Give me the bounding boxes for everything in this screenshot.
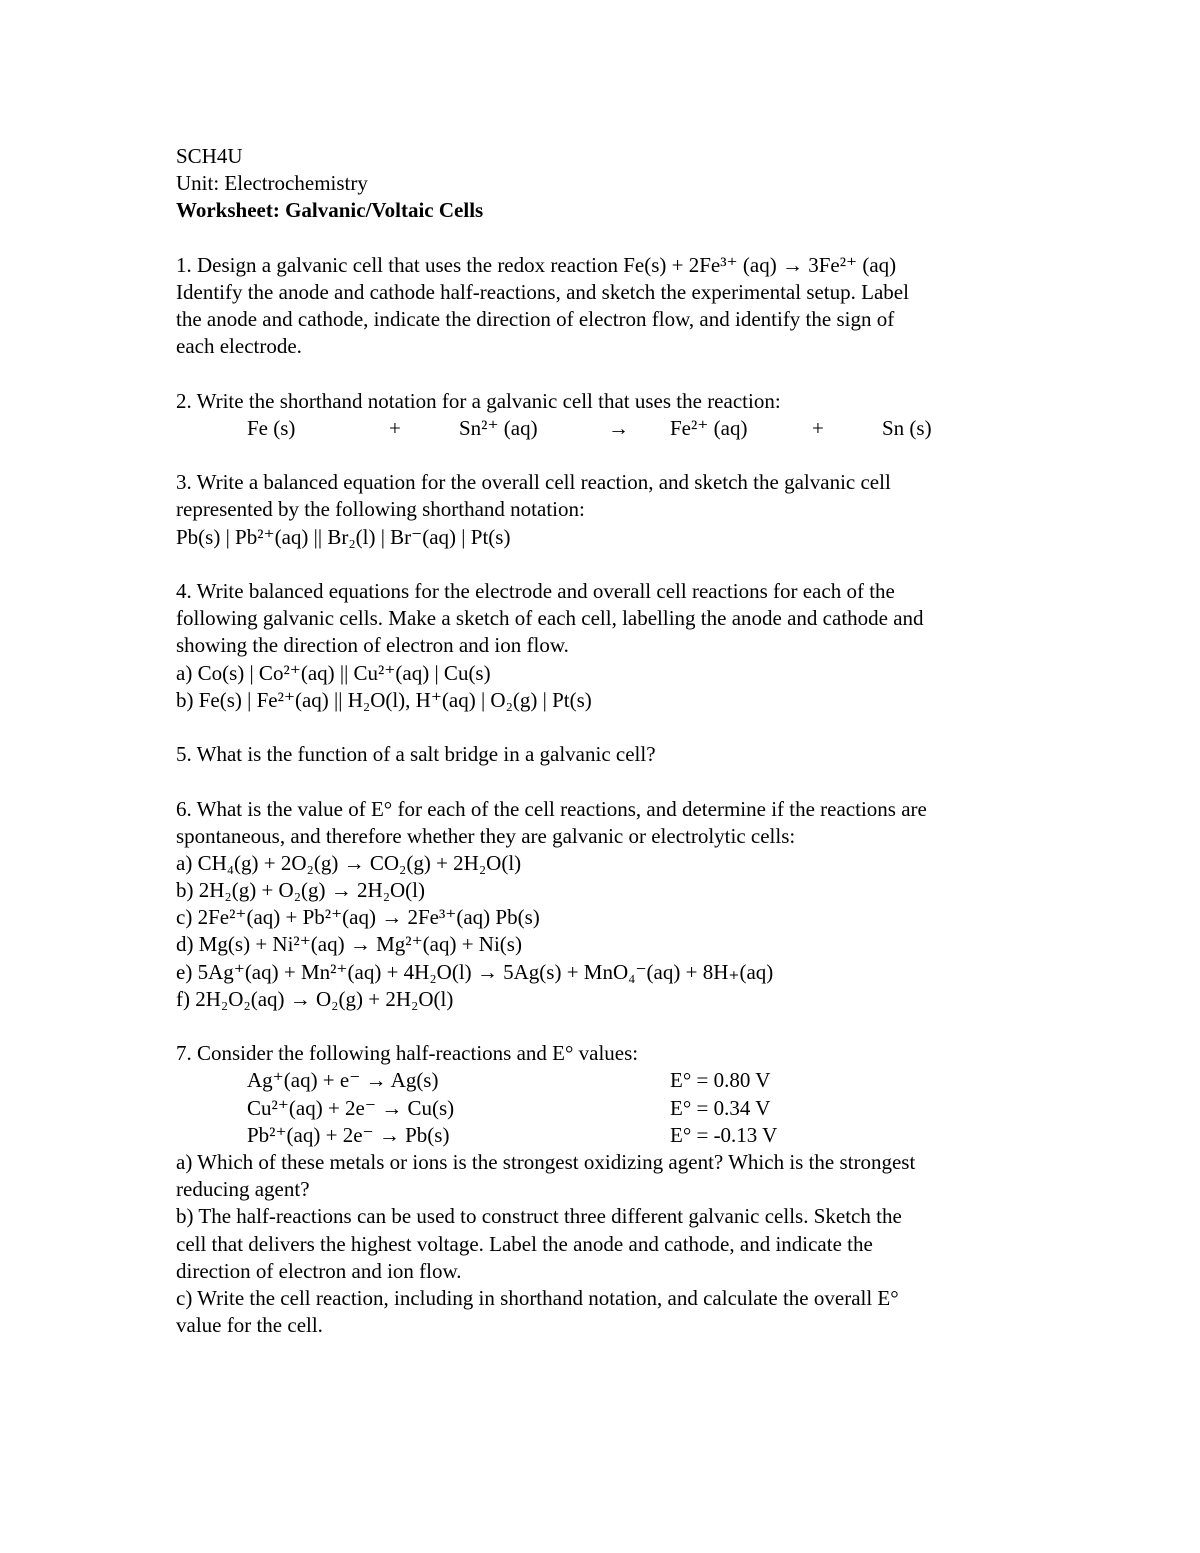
q2-eq-term: Fe (s) [247,415,296,440]
q5-line-1: 5. What is the function of a salt bridge in a galvanic cell? [176,742,656,767]
course-code: SCH4U [176,144,243,168]
q2-eq-term: Fe²⁺ (aq) [670,415,748,440]
q4-line-1: 4. Write balanced equations for the electrode and overall cell reactions for each of the [176,579,895,603]
q2-eq-term: Sn²⁺ (aq) [459,415,538,440]
q2-eq-term: + [812,415,824,440]
worksheet-page [176,143,1056,1339]
q4-part-a: a) Co(s) | Co²⁺(aq) || Cu²⁺(aq) | Cu(s) [176,660,491,685]
q1-line-1: 1. Design a galvanic cell that uses the redox reaction Fe(s) + 2Fe³⁺ (aq) → 3Fe²⁺ (aq) [176,252,897,277]
unit-title: Unit: Electrochemistry [176,171,368,196]
q6-part-a: a) CH₄(g) + 2O₂(g) → CO₂(g) + 2H₂O(l) [176,850,522,875]
q3-line-3: Pb(s) | Pb²⁺(aq) || Br₂(l) | Br⁻(aq) | Pt(s) [176,524,511,549]
q7-part-a-line-2: reducing agent? [176,1177,310,1202]
q1-line-4: each electrode. [176,334,302,359]
worksheet-title: Worksheet: Galvanic/Voltaic Cells [176,198,484,223]
q7-part-b-line-2: cell that delivers the highest voltage. Label the anode and cathode, and indicate the [176,1231,873,1256]
q7-half-reaction [176,1067,1056,1094]
half-reaction-potential: E° = 0.34 V [670,1095,771,1120]
q7-part-a-line-1: a) Which of these metals or ions is the strongest oxidizing agent? Which is the strongest [176,1149,916,1174]
q3-line-1: 3. Write a balanced equation for the overall cell reaction, and sketch the galvanic cell [176,470,891,495]
q7-part-b-line-3: direction of electron and ion flow. [176,1258,462,1283]
half-reaction-potential: E° = -0.13 V [670,1122,778,1147]
q1-line-2: Identify the anode and cathode half-reactions, and sketch the experimental setup. Label [176,279,909,304]
q2-eq-term: Sn (s) [882,415,932,440]
q7-part-c-line-1: c) Write the cell reaction, including in shorthand notation, and calculate the overall E° [176,1285,899,1310]
half-reaction-equation: Ag⁺(aq) + e⁻ → Ag(s) [247,1068,439,1093]
q7-half-reaction [176,1122,1056,1149]
q4-line-2: following galvanic cells. Make a sketch of each cell, labelling the anode and cathode and [176,606,924,631]
half-reaction-potential: E° = 0.80 V [670,1068,771,1093]
q2-line-1: 2. Write the shorthand notation for a galvanic cell that uses the reaction: [176,388,781,413]
half-reaction-equation: Pb²⁺(aq) + 2e⁻ → Pb(s) [247,1122,450,1147]
q7-part-c-line-2: value for the cell. [176,1313,323,1338]
q6-line-2: spontaneous, and therefore whether they are galvanic or electrolytic cells: [176,823,796,848]
q1-line-3: the anode and cathode, indicate the direction of electron flow, and identify the sign of [176,307,895,332]
q6-part-c: c) 2Fe²⁺(aq) + Pb²⁺(aq) → 2Fe³⁺(aq) Pb(s) [176,905,540,930]
q2-equation [176,415,1056,442]
q6-part-f: f) 2H₂O₂(aq) → O₂(g) + 2H₂O(l) [176,986,454,1011]
q7-half-reaction [176,1095,1056,1122]
q2-eq-term: → [608,415,629,440]
q2-eq-term: + [389,415,401,440]
q7-part-b-line-1: b) The half-reactions can be used to construct three different galvanic cells. Sketch the [176,1204,902,1229]
q4-part-b: b) Fe(s) | Fe²⁺(aq) || H₂O(l), H⁺(aq) | O₂(g) | Pt(s) [176,687,592,712]
half-reaction-equation: Cu²⁺(aq) + 2e⁻ → Cu(s) [247,1095,455,1120]
q6-line-1: 6. What is the value of E° for each of the cell reactions, and determine if the reactions are [176,796,927,821]
q6-part-b: b) 2H₂(g) + O₂(g) → 2H₂O(l) [176,878,426,903]
q6-part-e: e) 5Ag⁺(aq) + Mn²⁺(aq) + 4H₂O(l) → 5Ag(s) + MnO₄⁻(aq) + 8H₊(aq) [176,959,774,984]
q4-line-3: showing the direction of electron and ion flow. [176,633,569,658]
q7-line-1: 7. Consider the following half-reactions and E° values: [176,1041,639,1066]
q3-line-2: represented by the following shorthand notation: [176,497,585,522]
q6-part-d: d) Mg(s) + Ni²⁺(aq) → Mg²⁺(aq) + Ni(s) [176,932,522,957]
